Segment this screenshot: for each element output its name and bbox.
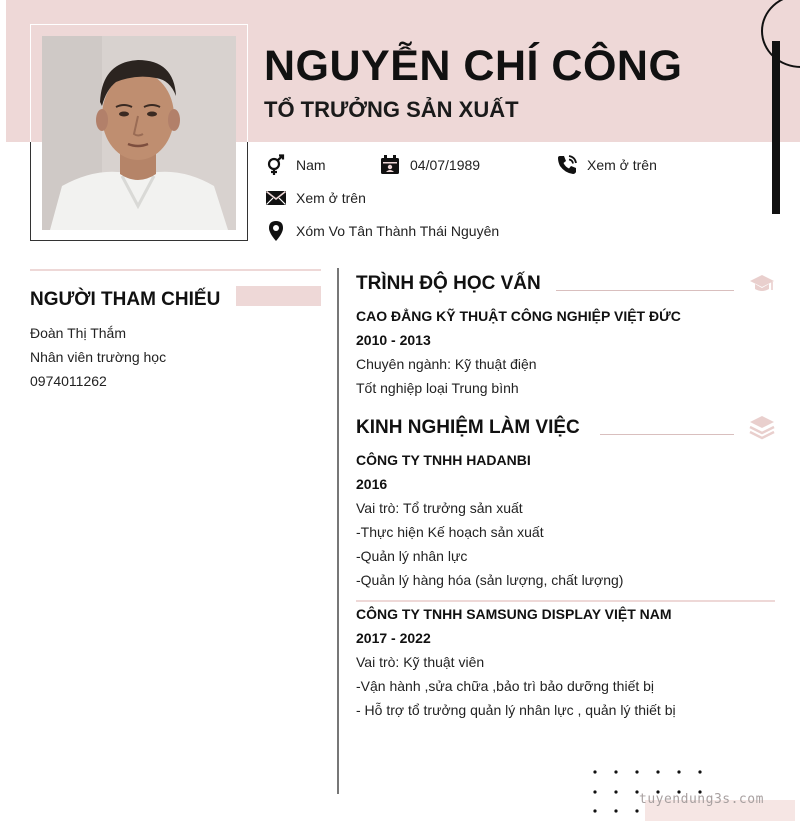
info-address-value: Xóm Vo Tân Thành Thái Nguyên: [296, 223, 500, 239]
info-phone: [556, 154, 657, 176]
info-gender: [265, 154, 326, 176]
info-address: [265, 220, 499, 242]
job-1-line: -Quản lý hàng hóa (sản lượng, chất lượng): [356, 572, 624, 588]
info-phone-value: Xem ở trên: [587, 157, 657, 173]
left-column-rule: [30, 269, 321, 271]
job-2-line: - Hỗ trợ tổ trưởng quản lý nhân lực , quản lý thiết bị: [356, 702, 676, 718]
info-gender-value: Nam: [296, 157, 326, 173]
job-1-period: 2016: [356, 476, 388, 492]
job-2-period: 2017 - 2022: [356, 630, 431, 646]
info-birthday: [379, 154, 480, 176]
education-rule: [556, 290, 734, 291]
reference-accent-bar: [236, 286, 321, 306]
experience-title: KINH NGHIỆM LÀM VIỆC: [356, 417, 580, 438]
reference-name: Đoàn Thị Thắm: [30, 325, 126, 341]
job-1-company: CÔNG TY TNHH HADANBI: [356, 452, 531, 468]
job-separator: [356, 600, 775, 602]
envelope-icon: [265, 187, 287, 209]
reference-phone: 0974011262: [30, 373, 107, 389]
graduation-cap-icon: [749, 272, 775, 301]
info-email: [265, 187, 366, 209]
job-1-line: -Quản lý nhân lực: [356, 548, 468, 564]
job-1-line: -Thực hiện Kế hoạch sản xuất: [356, 524, 544, 540]
avatar-photo: [42, 36, 236, 230]
job-2-line: Vai trò: Kỹ thuật viên: [356, 654, 485, 670]
job-2-line: -Vận hành ,sửa chữa ,bảo trì bảo dưỡng thiết bị: [356, 678, 655, 694]
education-grade: Tốt nghiệp loại Trung bình: [356, 380, 519, 396]
job-2-company: CÔNG TY TNHH SAMSUNG DISPLAY VIỆT NAM: [356, 606, 672, 622]
info-birthday-value: 04/07/1989: [410, 157, 481, 173]
job-1-line: Vai trò: Tổ trưởng sản xuất: [356, 500, 523, 516]
candidate-position: TỔ TRƯỞNG SẢN XUẤT: [264, 97, 519, 122]
reference-title: NGƯỜI THAM CHIẾU: [30, 289, 221, 310]
calendar-icon: [379, 154, 401, 176]
phone-icon: [556, 154, 578, 176]
education-period: 2010 - 2013: [356, 332, 431, 348]
gender-icon: [265, 154, 287, 176]
location-pin-icon: [265, 220, 287, 242]
column-divider: [337, 268, 339, 794]
candidate-name: NGUYỄN CHÍ CÔNG: [264, 42, 683, 90]
reference-role: Nhân viên trường học: [30, 349, 167, 365]
corner-bar-decoration: [772, 41, 780, 214]
info-email-value: Xem ở trên: [296, 190, 366, 206]
education-major: Chuyên ngành: Kỹ thuật điện: [356, 356, 537, 372]
education-school: CAO ĐẲNG KỸ THUẬT CÔNG NGHIỆP VIỆT ĐỨC: [356, 308, 681, 324]
experience-rule: [600, 434, 734, 435]
watermark: tuyendung3s.com: [639, 792, 764, 807]
layers-icon: [749, 414, 775, 447]
education-title: TRÌNH ĐỘ HỌC VẤN: [356, 273, 541, 294]
